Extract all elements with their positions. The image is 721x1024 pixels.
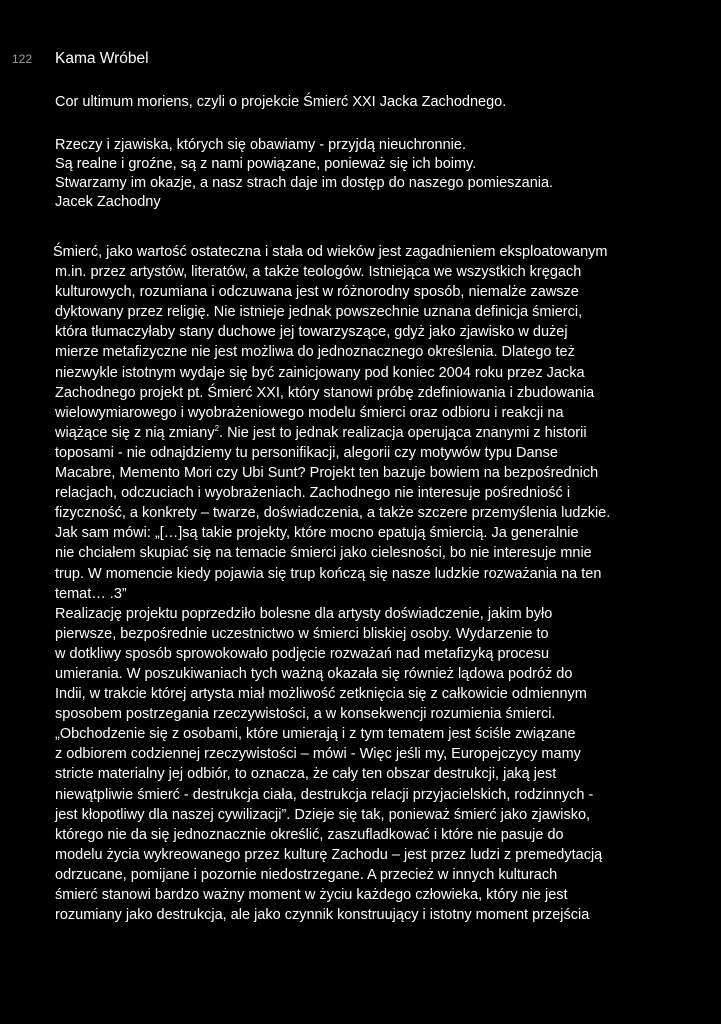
body-line: śmierć stanowi bardzo ważny moment w życiu każdego człowieka, który nie jest [55,887,568,903]
body-line-text: wiążące się z nią zmiany [55,424,215,441]
body-line: temat… .3” [55,585,127,602]
body-line: kulturowych, rozumiana i odczuwana jest w różnorodny sposób, niemalże zawsze [55,284,579,301]
epigraph-author: Jacek Zachodny [55,194,161,210]
body-line: niewątpliwie śmierć - destrukcja ciała, destrukcja relacji przyjacielskich, rodzinnych - [55,786,594,803]
body-line: z odbiorem codziennej rzeczywistości – mówi - Więc jeśli my, Europejczycy mamy [55,746,581,763]
epigraph [55,136,695,212]
body-line: Śmierć, jako wartość ostateczna i stała od wieków jest zagadnieniem eksploatowanym [53,244,608,260]
body-line: Zachodnego projekt pt. Śmierć XXI, który stanowi próbę zdefiniowania i zbudowania [55,384,595,401]
body-line: umierania. W poszukiwaniach tych ważną okazała się również lądowa podróż do [55,665,573,682]
footnote-reference: 2 [214,424,220,434]
epigraph-line: Stwarzamy im okazje, a nasz strach daje im dostęp do naszego pomieszania. [55,175,554,191]
body-line: modelu życia wykreowanego przez kulturę Zachodu – jest przez ludzi z premedytacją [55,846,603,863]
page-number: 122 [12,52,33,66]
body-line: w dotkliwy sposób sprowokowało podjęcie rozważań nad metafizyką procesu [55,645,550,662]
body-line: jest kłopotliwy dla naszej cywilizacji”. Dzieje się tak, ponieważ śmierć jako zjawisko, [55,806,591,823]
body-line: trup. W momencie kiedy pojawia się trup kończą się nasze ludzkie rozważania na ten [55,565,602,582]
body-line: relacjach, odczuciach i wyobrażeniach. Zachodnego nie interesuje pośredniość i [55,485,571,502]
body-line-with-footnote [55,423,695,443]
body-line: Jak sam mówi: „[…]są takie projekty, które mocno epatują śmiercią. Ja generalnie [55,525,579,542]
epigraph-line: Rzeczy i zjawiska, których się obawiamy - przyjdą nieuchronnie. [55,137,466,153]
body-line: dyktowany przez religię. Nie istnieje jednak powszechnie uznana definicja śmierci, [55,304,583,321]
body-line: nie chciałem skupiać się na temacie śmierci jako cielesności, bo nie interesuje mnie [55,545,592,562]
body-line: sposobem postrzegania rzeczywistości, a w konsekwencji rozumienia śmierci. [55,706,556,723]
body-line: fizyczność, a konkrety – twarze, doświadczenia, a także szczere przemyślenia ludzkie. [55,505,611,522]
body-line: mierze metafizyczne nie jest możliwa do jednoznacznego określenia. Dlatego też [55,344,575,361]
body-line: wielowymiarowego i wyobrażeniowego modelu śmierci oraz odbioru i reakcji na [55,404,564,421]
body-line: „Obchodzenie się z osobami, które umierają i z tym tematem jest ściśle związane [55,726,576,743]
body-line: toposami - nie odnajdziemy tu personifikacji, alegorii czy motywów typu Danse [55,444,558,461]
body-line: Indii, w trakcie której artysta miał możliwość zetknięcia się z całkowicie odmiennym [55,686,587,703]
body-line: pierwsze, bezpośrednie uczestnictwo w śmierci bliskiej osoby. Wydarzenie to [55,625,549,642]
body-line: rozumiany jako destrukcja, ale jako czynnik konstruujący i istotny moment przejścia [55,907,590,924]
body-line: odrzucane, pomijane i pozornie niedostrzegane. A przecież w innych kulturach [55,866,558,883]
article-title: Cor ultimum moriens, czyli o projekcie Śmierć XXI Jacka Zachodnego. [55,94,507,110]
epigraph-line: Są realne i groźne, są z nami powiązane, ponieważ się ich boimy. [55,156,477,172]
body-line: niezwykle istotnym wydaje się być zainicjowany pod koniec 2004 roku przez Jacka [55,364,585,381]
body-line: którego nie da się jednoznacznie określić, zaszufladkować i które nie pasuje do [55,826,564,843]
body-line: Realizację projektu poprzedziło bolesne dla artysty doświadczenie, jakim było [55,605,553,622]
body-line: stricte materialny jej odbiór, to oznacza, że cały ten obszar destrukcji, jaką jest [55,766,557,783]
body-line: m.in. przez artystów, literatów, a także teologów. Istniejąca we wszystkich kręgach [55,264,582,281]
author-name: Kama Wróbel [55,50,149,67]
body-line-text: . Nie jest to jednak realizacja operująca znanymi z historii [219,424,587,441]
body-line: która tłumaczyłaby stany duchowe jej towarzyszące, gdyż jako zjawisko w dużej [55,324,568,341]
article-body [55,242,695,925]
body-line: Macabre, Memento Mori czy Ubi Sunt? Projekt ten bazuje bowiem na bezpośrednich [55,465,599,482]
